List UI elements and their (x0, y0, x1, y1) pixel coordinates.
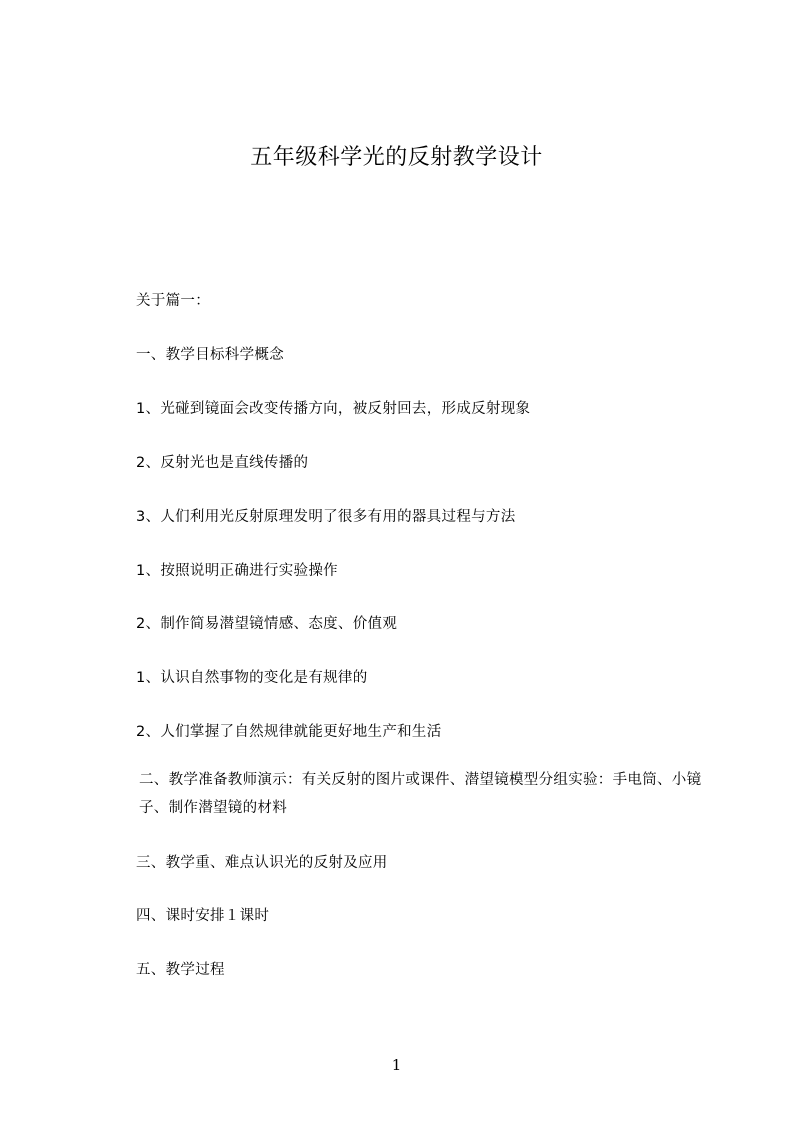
section-heading-schedule: 四、课时安排１课时 (136, 908, 270, 924)
list-item: 3、人们利用光反射原理发明了很多有用的器具过程与方法 (136, 509, 516, 525)
list-item: 2、人们掌握了自然规律就能更好地生产和生活 (136, 724, 442, 740)
list-item: 1、光碰到镜面会改变传播方向，被反射回去，形成反射现象 (136, 401, 531, 417)
list-item: 2、制作简易潜望镜情感、态度、价值观 (136, 616, 398, 632)
paragraph-text: 二、教学准备教师演示：有关反射的图片或课件、潜望镜模型分组实验：手电筒、小镜子、制作潜望镜的材料 (139, 772, 702, 816)
document-title: 五年级科学光的反射教学设计 (250, 145, 543, 170)
section-heading-key-points: 三、教学重、难点认识光的反射及应用 (136, 855, 388, 871)
list-item: 1、认识自然事物的变化是有规律的 (136, 670, 368, 686)
section-heading-objectives: 一、教学目标科学概念 (136, 347, 284, 363)
page-number: 1 (391, 1056, 402, 1074)
list-item: 1、按照说明正确进行实验操作 (136, 563, 338, 579)
paragraph-intro: 关于篇一： (136, 293, 210, 309)
section-heading-preparation (115, 766, 715, 822)
section-heading-process: 五、教学过程 (136, 962, 225, 978)
list-item: 2、反射光也是直线传播的 (136, 455, 309, 471)
